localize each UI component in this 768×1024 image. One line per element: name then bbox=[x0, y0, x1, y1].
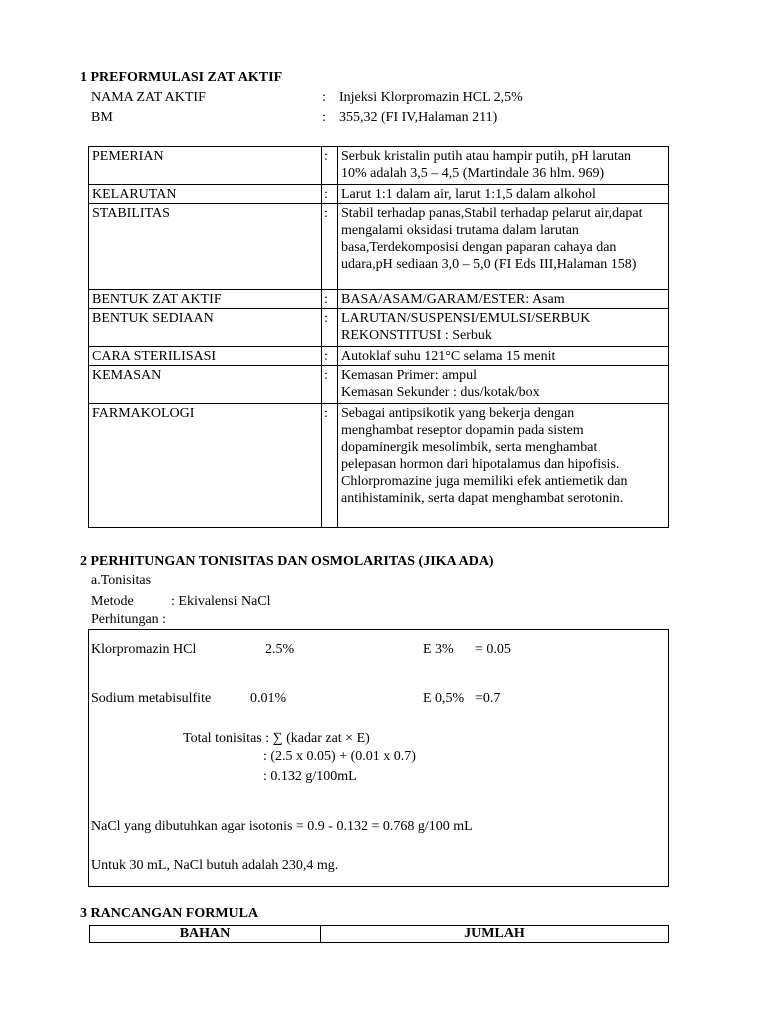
table-row bbox=[89, 404, 669, 528]
row-line: Stabil terhadap panas,Stabil terhadap pelarut air,dapat bbox=[341, 206, 643, 221]
meta-sep-bm: : bbox=[322, 110, 326, 125]
column-header-jumlah: JUMLAH bbox=[321, 926, 669, 943]
calc-row1-e: E 3% bbox=[423, 642, 454, 657]
row-value bbox=[338, 366, 669, 404]
section-3-heading: 3 RANCANGAN FORMULA bbox=[80, 906, 259, 921]
row-label: PEMERIAN bbox=[89, 147, 322, 185]
table-row bbox=[89, 347, 669, 366]
row-line: Larut 1:1 dalam air, larut 1:1,5 dalam alkohol bbox=[341, 187, 596, 202]
row-line: udara,pH sediaan 3,0 – 5,0 (FI Eds III,Halaman 158) bbox=[341, 257, 637, 272]
meta-label-bm: BM bbox=[91, 110, 113, 125]
calculation-box bbox=[88, 629, 669, 887]
table-row bbox=[89, 204, 669, 290]
table-row bbox=[89, 147, 669, 185]
preformulation-table bbox=[88, 146, 669, 528]
table-row bbox=[89, 185, 669, 204]
row-label: KEMASAN bbox=[89, 366, 322, 404]
row-value bbox=[338, 404, 669, 528]
row-label: KELARUTAN bbox=[89, 185, 322, 204]
row-sep: : bbox=[322, 185, 338, 204]
row-line: LARUTAN/SUSPENSI/EMULSI/SERBUK bbox=[341, 311, 591, 326]
calc-total-line2: : (2.5 x 0.05) + (0.01 x 0.7) bbox=[263, 749, 416, 764]
row-line: Kemasan Sekunder : dus/kotak/box bbox=[341, 385, 540, 400]
row-sep: : bbox=[322, 147, 338, 185]
meta-sep-nama: : bbox=[322, 90, 326, 105]
column-header-bahan: BAHAN bbox=[90, 926, 321, 943]
calc-row2-pct: 0.01% bbox=[250, 691, 287, 706]
row-line: Autoklaf suhu 121°C selama 15 menit bbox=[341, 349, 556, 364]
meta-value-nama: Injeksi Klorpromazin HCL 2,5% bbox=[339, 90, 523, 105]
row-line: Serbuk kristalin putih atau hampir putih, pH larutan bbox=[341, 149, 632, 164]
row-label: FARMAKOLOGI bbox=[89, 404, 322, 528]
row-line: Kemasan Primer: ampul bbox=[341, 368, 478, 383]
table-row bbox=[89, 290, 669, 309]
calc-total-line3: : 0.132 g/100mL bbox=[263, 769, 357, 784]
perhitungan-label: Perhitungan : bbox=[91, 612, 167, 627]
row-label: BENTUK ZAT AKTIF bbox=[89, 290, 322, 309]
row-sep: : bbox=[322, 204, 338, 290]
row-line: REKONSTITUSI : Serbuk bbox=[341, 328, 492, 343]
tonisitas-subheading: a.Tonisitas bbox=[91, 573, 152, 588]
row-sep: : bbox=[322, 347, 338, 366]
row-value bbox=[338, 185, 669, 204]
calc-row1-pct: 2.5% bbox=[265, 642, 295, 657]
row-label: STABILITAS bbox=[89, 204, 322, 290]
row-line: pelepasan hormon dari hipotalamus dan hipofisis. bbox=[341, 457, 620, 472]
calc-row2-e: E 0,5% bbox=[423, 691, 465, 706]
calc-row1-name: Klorpromazin HCl bbox=[91, 642, 197, 657]
row-sep: : bbox=[322, 290, 338, 309]
row-sep: : bbox=[322, 366, 338, 404]
row-line: Sebagai antipsikotik yang bekerja dengan bbox=[341, 406, 575, 421]
row-value bbox=[338, 290, 669, 309]
calc-untuk-line: Untuk 30 mL, NaCl butuh adalah 230,4 mg. bbox=[91, 858, 339, 873]
calc-nacl-line: NaCl yang dibutuhkan agar isotonis = 0.9 - 0.132 = 0.768 g/100 mL bbox=[91, 819, 473, 834]
row-line: antihistaminik, serta dapat menghambat serotonin. bbox=[341, 491, 624, 506]
calc-row1-val: = 0.05 bbox=[475, 642, 511, 657]
section-1-heading: 1 PREFORMULASI ZAT AKTIF bbox=[80, 70, 283, 85]
row-label: BENTUK SEDIAAN bbox=[89, 309, 322, 347]
table-row bbox=[89, 309, 669, 347]
meta-value-bm: 355,32 (FI IV,Halaman 211) bbox=[339, 110, 498, 125]
row-value bbox=[338, 147, 669, 185]
row-sep: : bbox=[322, 309, 338, 347]
meta-label-nama: NAMA ZAT AKTIF bbox=[91, 90, 206, 105]
table-row bbox=[89, 366, 669, 404]
row-value bbox=[338, 204, 669, 290]
row-value bbox=[338, 309, 669, 347]
calc-row2-val: =0.7 bbox=[475, 691, 501, 706]
table-header-row bbox=[90, 926, 669, 943]
row-line: Chlorpromazine juga memiliki efek antiemetik dan bbox=[341, 474, 628, 489]
section-2-heading: 2 PERHITUNGAN TONISITAS DAN OSMOLARITAS (JIKA ADA) bbox=[80, 554, 494, 569]
row-line: dopaminergik mesolimbik, serta menghambat bbox=[341, 440, 598, 455]
calc-total-line1: Total tonisitas : ∑ (kadar zat × E) bbox=[183, 731, 370, 746]
calc-row2-name: Sodium metabisulfite bbox=[91, 691, 212, 706]
row-line: basa,Terdekomposisi dengan paparan cahaya dan bbox=[341, 240, 617, 255]
row-line: BASA/ASAM/GARAM/ESTER: Asam bbox=[341, 292, 565, 307]
metode-value: : Ekivalensi NaCl bbox=[171, 594, 271, 609]
row-label: CARA STERILISASI bbox=[89, 347, 322, 366]
row-line: 10% adalah 3,5 – 4,5 (Martindale 36 hlm. 969) bbox=[341, 166, 605, 181]
row-sep: : bbox=[322, 404, 338, 528]
row-value bbox=[338, 347, 669, 366]
formula-table bbox=[89, 925, 669, 943]
metode-label: Metode bbox=[91, 594, 134, 609]
row-line: mengalami oksidasi trutama dalam larutan bbox=[341, 223, 579, 238]
row-line: menghambat reseptor dopamin pada sistem bbox=[341, 423, 584, 438]
